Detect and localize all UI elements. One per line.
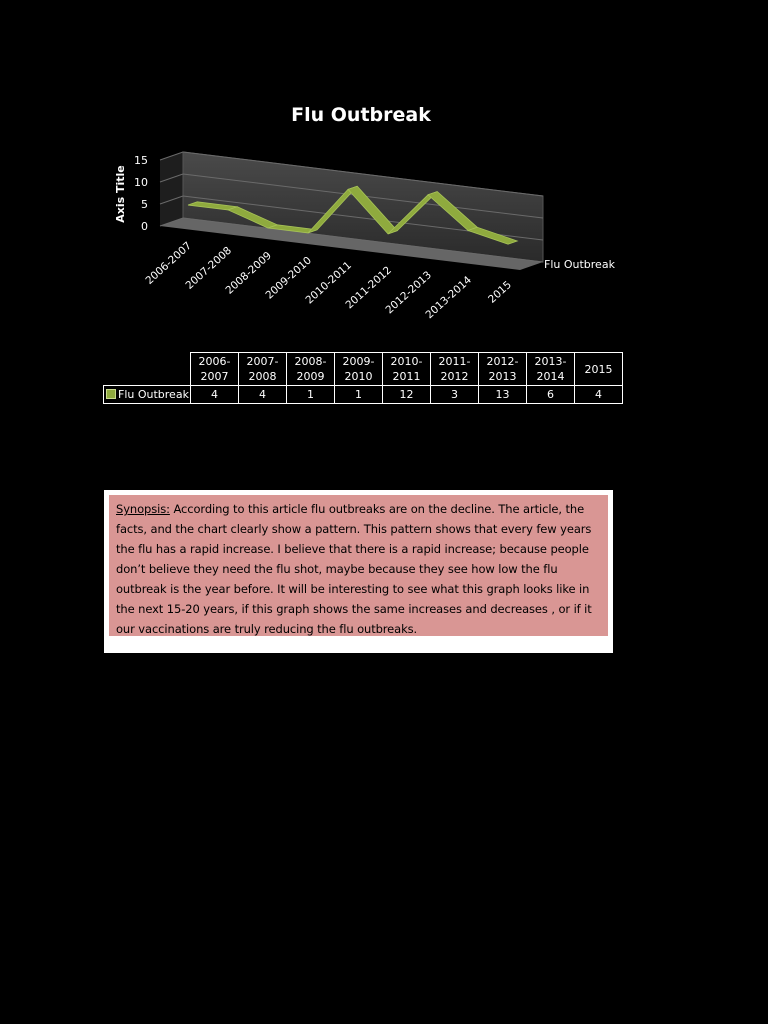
table-cell: 4 [575, 386, 623, 404]
x-tick-label: 2009-2010 [263, 254, 315, 302]
table-header-cell: 2015 [575, 353, 623, 386]
chart-svg [0, 0, 768, 340]
synopsis-panel [109, 495, 608, 636]
x-tick-label: 2012-2013 [383, 269, 435, 317]
x-tick-label: 2006-2007 [143, 239, 195, 287]
legend-key-icon [106, 389, 116, 399]
table-cell: 4 [191, 386, 239, 404]
table-header-cell: 2013- 2014 [527, 353, 575, 386]
table-corner [104, 353, 191, 386]
chart-title: Flu Outbreak [291, 104, 431, 126]
x-tick-label: 2010-2011 [303, 259, 355, 307]
chart-side-wall [160, 152, 183, 226]
table-cell: 12 [383, 386, 431, 404]
table-cell: 1 [335, 386, 383, 404]
table-header-cell: 2009- 2010 [335, 353, 383, 386]
data-table [103, 352, 623, 404]
table-header-cell: 2008- 2009 [287, 353, 335, 386]
table-header-cell: 2012- 2013 [479, 353, 527, 386]
y-tick-label: 0 [141, 220, 148, 233]
table-row-label-text: Flu Outbreak [118, 388, 189, 401]
y-tick-label: 10 [134, 176, 148, 189]
synopsis-box [104, 490, 613, 653]
table-header-row [104, 353, 623, 386]
x-tick-label: 2013-2014 [423, 273, 475, 322]
series-label: Flu Outbreak [544, 258, 615, 271]
table-cell: 3 [431, 386, 479, 404]
synopsis-label: Synopsis: [116, 502, 170, 516]
x-tick-label: 2015 [486, 278, 515, 306]
table-cell: 1 [287, 386, 335, 404]
y-axis-title: Axis Title [114, 165, 127, 223]
x-tick-label: 2007-2008 [183, 244, 235, 292]
y-tick-label: 5 [141, 198, 148, 211]
table-row [104, 386, 623, 404]
table-header-cell: 2011- 2012 [431, 353, 479, 386]
table-cell: 13 [479, 386, 527, 404]
table-header-cell: 2007- 2008 [239, 353, 287, 386]
table-cell: 6 [527, 386, 575, 404]
table-row-label [104, 386, 191, 404]
x-tick-label: 2011-2012 [343, 264, 395, 312]
table-header-cell: 2006- 2007 [191, 353, 239, 386]
table-cell: 4 [239, 386, 287, 404]
table-header-cell: 2010- 2011 [383, 353, 431, 386]
y-tick-label: 15 [134, 154, 148, 167]
x-tick-label: 2008-2009 [223, 249, 275, 297]
synopsis-text: According to this article flu outbreaks are on the decline. The article, the facts, and the chart clearly show a pattern. This pattern shows that every few years the flu has a rapid increase. I believe that there is a rapid increase; because people don’t believe they need the flu shot, maybe because they see how low the flu outbreak is the year before. It will be interesting to see what this graph looks like in the next 15-20 years, if this graph shows the same increases and decreases , or if it our vaccinations are truly reducing the flu outbreaks. [116, 502, 592, 636]
